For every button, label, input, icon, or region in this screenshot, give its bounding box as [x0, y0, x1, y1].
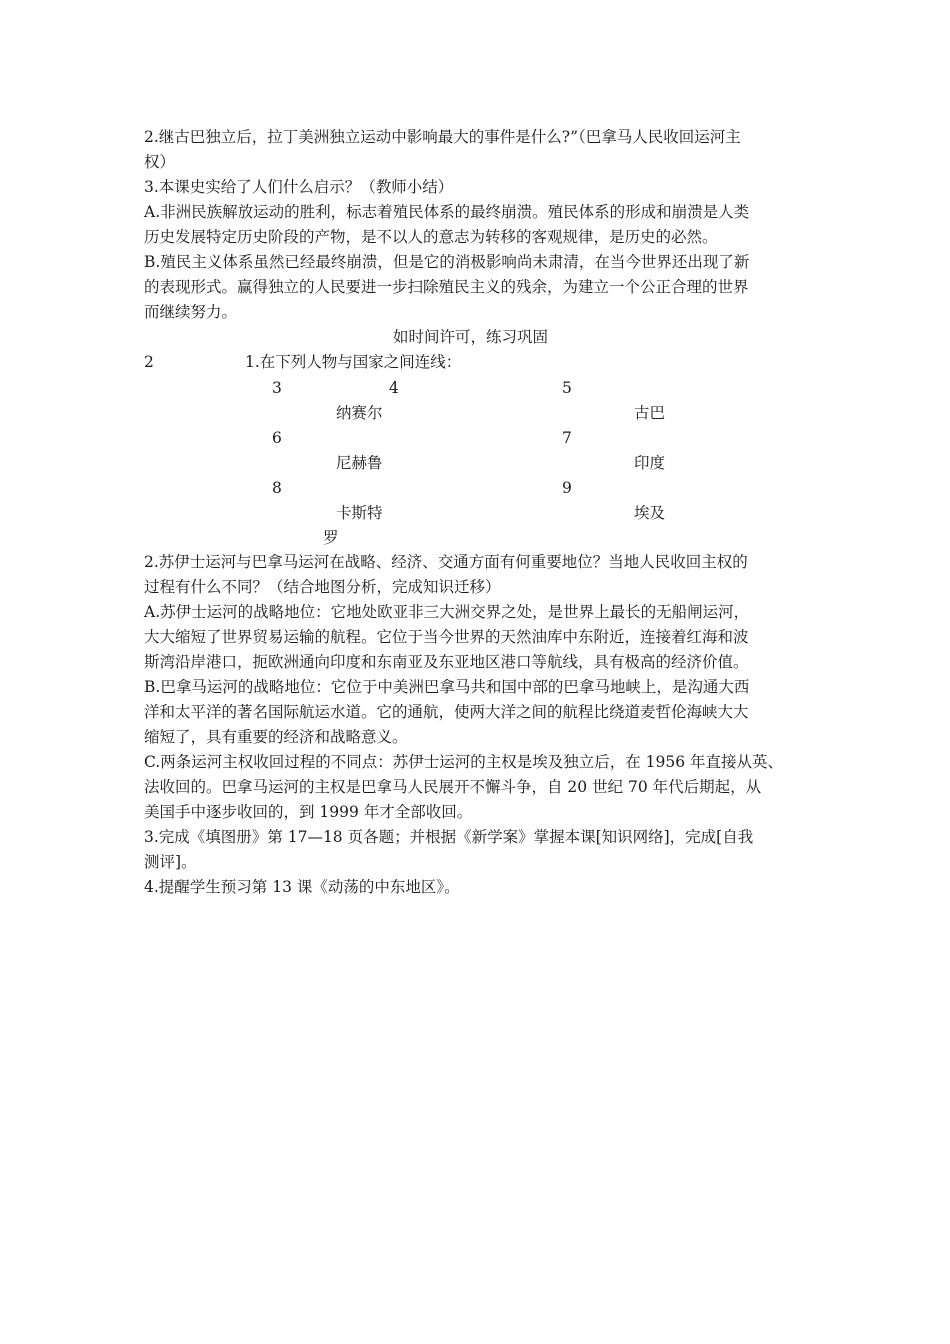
question-3: 3.本课史实给了人们什么启示？（教师小结） — [144, 178, 454, 196]
item-2-line-1: 2.苏伊士运河与巴拿马运河在战略、经济、交通方面有何重要地位？当地人民收回主权的 — [144, 553, 748, 571]
matching-country-cuba: 古巴 — [634, 404, 666, 422]
matching-number: 5 — [562, 379, 572, 397]
difference-answer-line-1: C.两条运河主权收回过程的不同点：苏伊士运河的主权是埃及独立后，在 1956 年直接从英、 — [144, 753, 784, 771]
matching-number: 7 — [562, 429, 572, 447]
answer-b-line-3: 而继续努力。 — [144, 303, 238, 321]
item-3-line-2: 测评]。 — [144, 853, 197, 871]
item-4: 4.提醒学生预习第 13 课《动荡的中东地区》。 — [144, 878, 460, 896]
matching-country-india: 印度 — [634, 454, 666, 472]
matching-person-nehru: 尼赫鲁 — [336, 454, 383, 472]
matching-person-castro: 卡斯特 — [336, 504, 383, 522]
matching-number: 9 — [562, 479, 572, 497]
item-3-line-1: 3.完成《填图册》第 17—18 页各题；并根据《新学案》掌握本课[知识网络]，完成[自我 — [144, 828, 754, 846]
matching-person-nasser: 纳赛尔 — [336, 404, 383, 422]
suez-answer-line-1: A.苏伊士运河的战略地位：它地处欧亚非三大洲交界之处，是世界上最长的无船闸运河， — [144, 603, 750, 621]
panama-answer-line-3: 缩短了，具有重要的经济和战略意义。 — [144, 728, 408, 746]
matching-instruction: 1.在下列人物与国家之间连线： — [245, 353, 462, 371]
matching-number: 8 — [272, 479, 282, 497]
practice-heading: 如时间许可，练习巩固 — [393, 328, 549, 346]
panama-answer-line-2: 洋和太平洋的著名国际航运水道。它的通航，使两大洋之间的航程比绕道麦哲伦海峡大大 — [144, 703, 749, 721]
matching-person-castro-tail: 罗 — [323, 529, 339, 547]
suez-answer-line-2: 大大缩短了世界贸易运输的航程。它位于当今世界的天然油库中东附近，连接着红海和波 — [144, 628, 749, 646]
matching-number: 6 — [272, 429, 282, 447]
suez-answer-line-3: 斯湾沿岸港口，扼欧洲通向印度和东南亚及东亚地区港口等航线，具有极高的经济价值。 — [144, 653, 749, 671]
item-2-line-2: 过程有什么不同？（结合地图分析，完成知识迁移） — [144, 578, 501, 596]
difference-answer-line-3: 美国手中逐步收回的，到 1999 年才全部收回。 — [144, 803, 473, 821]
matching-country-egypt: 埃及 — [634, 504, 666, 522]
matching-number: 4 — [389, 379, 399, 397]
answer-a-line-2: 历史发展特定历史阶段的产物，是不以人的意志为转移的客观规律，是历史的必然。 — [144, 228, 718, 246]
difference-answer-line-2: 法收回的。巴拿马运河的主权是巴拿马人民展开不懈斗争，自 20 世纪 70 年代后期起，从 — [144, 778, 762, 796]
item-marker: 2 — [144, 353, 154, 371]
answer-b-line-1: B.殖民主义体系虽然已经最终崩溃，但是它的消极影响尚未肃清，在当今世界还出现了新 — [144, 253, 750, 271]
answer-b-line-2: 的表现形式。赢得独立的人民要进一步扫除殖民主义的残余，为建立一个公正合理的世界 — [144, 278, 749, 296]
question-2-line-2: 权） — [144, 153, 176, 171]
question-2-line-1: 2.继古巴独立后，拉丁美洲独立运动中影响最大的事件是什么?”（巴拿马人民收回运河主 — [144, 128, 741, 146]
matching-number: 3 — [272, 379, 282, 397]
answer-a-line-1: A.非洲民族解放运动的胜利，标志着殖民体系的最终崩溃。殖民体系的形成和崩溃是人类 — [144, 203, 750, 221]
panama-answer-line-1: B.巴拿马运河的战略地位：它位于中美洲巴拿马共和国中部的巴拿马地峡上，是沟通大西 — [144, 678, 750, 696]
